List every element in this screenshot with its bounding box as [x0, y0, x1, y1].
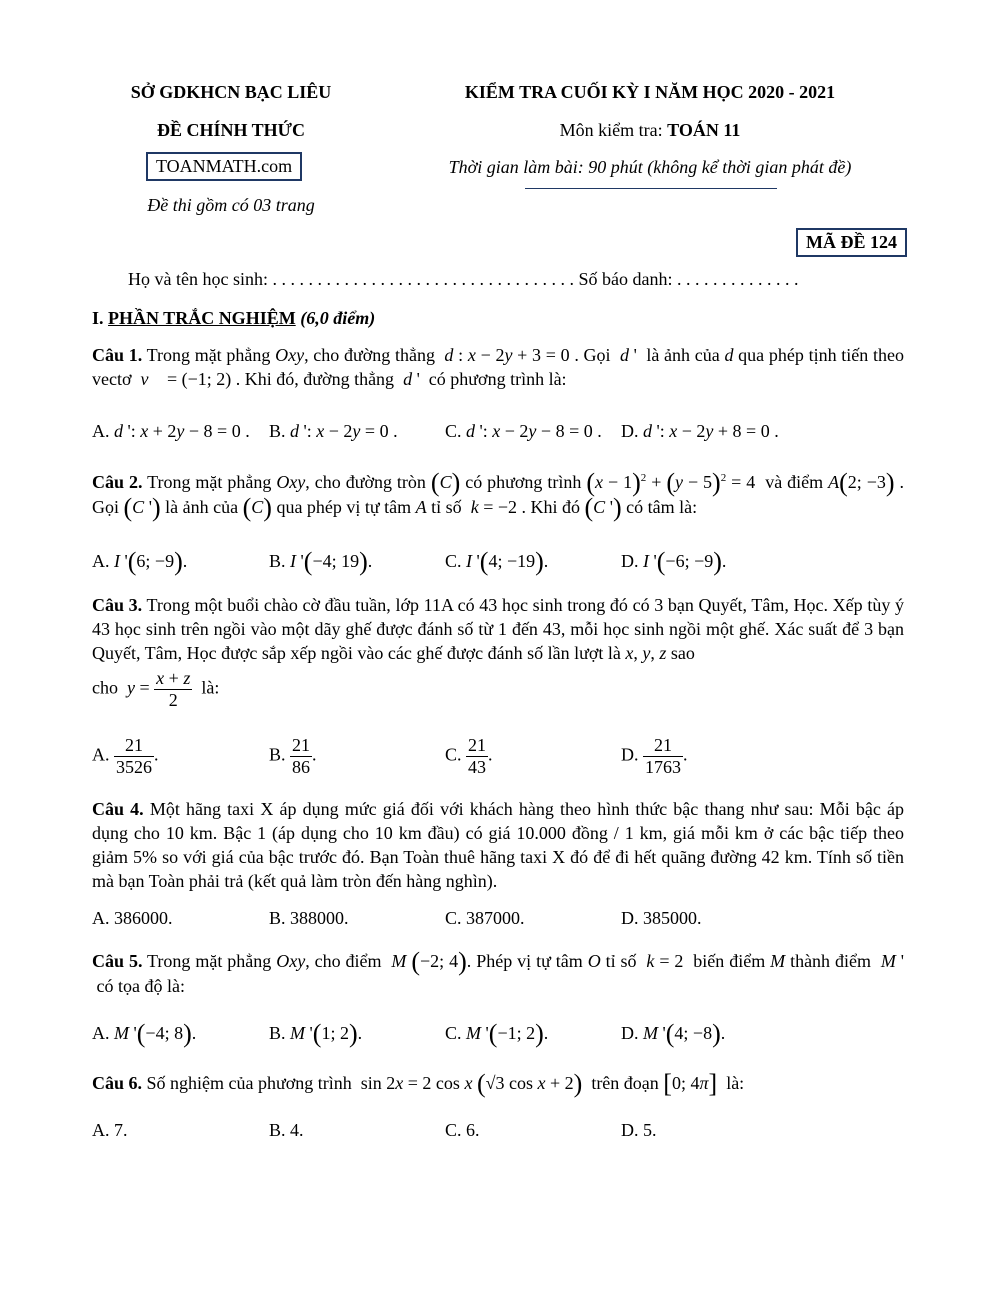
question-5-option-d: D. M '(4; −8). — [621, 1019, 726, 1048]
subject-name: TOÁN 11 — [667, 120, 741, 140]
question-5-body: Trong mặt phẳng Oxy, cho điểm M (−2; 4). Phép vị tự tâm O tỉ số k = 2 biến điểm M thành điểm M ' có tọa độ là: — [92, 947, 905, 996]
question-1-option-b: B. d ': x − 2y = 0 . — [269, 421, 398, 441]
header-divider — [525, 188, 777, 189]
question-3-option-c: C. $\frac{21}{43}$ . — [445, 735, 493, 777]
subject-prefix: Môn kiểm tra: — [559, 120, 668, 140]
question-6-body: Số nghiệm của phương trình sin 2x = 2 cos x (√3 cos x + 2) trên đoạn [0; 4π] là: — [142, 1069, 745, 1098]
question-6-label: Câu 6. — [92, 1073, 143, 1093]
question-1-text — [92, 343, 904, 391]
question-5-label: Câu 5. — [92, 951, 143, 971]
subject-line — [400, 120, 900, 141]
pages-note: Đề thi gồm có 03 trang — [147, 195, 315, 215]
question-3-option-b: B. $\frac{21}{86}$ . — [269, 735, 317, 777]
question-4-option-a: A. 386000. — [92, 908, 173, 928]
question-3-label: Câu 3. — [92, 595, 143, 615]
question-2-body: Trong mặt phẳng Oxy, cho đường tròn (C) có phương trình $(x - 1)^2 + (y - 5)^2 = 4$ và điểm A(2; −3) . Gọi (C ') là ảnh của (C) qua phép vị tự tâm A tỉ số k = −2 . Khi đó (C ') có tâm là: — [92, 468, 905, 522]
question-1-option-a: A. d ': x + 2y − 8 = 0 . — [92, 421, 250, 441]
site-box: TOANMATH.com — [146, 152, 302, 181]
question-4-option-c: C. 387000. — [445, 908, 525, 928]
question-4-label: Câu 4. — [92, 799, 144, 819]
question-2-option-a: A. I '(6; −9). — [92, 547, 188, 576]
question-5-option-a: A. M '(−4; 8). — [92, 1019, 197, 1048]
question-1-option-c: C. d ': x − 2y − 8 = 0 . — [445, 421, 602, 441]
question-1-body: Trong mặt phẳng Oxy, cho đường thẳng d : x − 2y + 3 = 0 . Gọi d ' là ảnh của d qua phép tịnh tiến theo vectơ v⃗ = (−1; 2) . Khi đó, đường thẳng d ' có phương trình là: — [92, 345, 905, 389]
question-5-option-b: B. M '(1; 2). — [269, 1019, 363, 1048]
official-label: ĐỀ CHÍNH THỨC — [156, 120, 306, 140]
exam-code: MÃ ĐỀ 124 — [796, 228, 907, 257]
question-1-option-d: D. d ': x − 2y + 8 = 0 . — [621, 421, 779, 441]
section-title: PHẦN TRẮC NGHIỆM — [108, 308, 296, 328]
question-2-option-b: B. I '(−4; 19). — [269, 547, 373, 576]
question-4-option-b: B. 388000. — [269, 908, 349, 928]
section-points: (6,0 điểm) — [295, 308, 376, 328]
question-2-label: Câu 2. — [92, 472, 143, 492]
question-1-label: Câu 1. — [92, 345, 143, 365]
question-6-option-c: C. 6. — [445, 1120, 480, 1140]
section-prefix: I. — [92, 308, 109, 328]
question-4-body: Một hãng taxi X áp dụng mức giá đối với khách hàng theo hình thức bậc thang như sau: Mỗi bậc áp dụng cho 10 km. Bậc 1 (áp dụng cho 10 km đầu) có giá 10.000 đồng / 1 km, giá mỗi km ở các bậc tiếp theo giảm 5% so với giá của bậc trước đó. Bạn Toàn thuê hãng taxi X đó để đi hết quãng đường 42 km. Tính số tiền mà bạn Toàn phải trả (kết quả làm tròn đến hàng nghìn). — [92, 799, 904, 891]
question-5-text — [92, 949, 904, 998]
question-3-option-a: A. $\frac{21}{3526}$ . — [92, 735, 159, 777]
question-2-option-d: D. I '(−6; −9). — [621, 547, 727, 576]
student-info-line: Họ và tên học sinh: . . . . . . . . . . . . . . . . . . . . . . . . . . . . . . . . . . Số báo danh: . . . . . . . . . . . . . . — [128, 269, 799, 289]
section-heading — [92, 308, 375, 329]
question-4-option-d: D. 385000. — [621, 908, 702, 928]
time-note: Thời gian làm bài: 90 phút (không kể thời gian phát đề) — [448, 157, 852, 177]
question-3-continuation: cho y = $\frac{x + z}{2}$ là: — [92, 668, 220, 710]
question-4-text — [92, 797, 904, 893]
question-6-text — [92, 1071, 904, 1096]
question-5-option-c: C. M '(−1; 2). — [445, 1019, 549, 1048]
question-3-body: Trong một buổi chào cờ đầu tuần, lớp 11A có 43 học sinh trong đó có 3 bạn Quyết, Tâm, Học. Xếp tùy ý 43 học sinh trên ngồi vào một dãy ghế được đánh số từ 1 đến 43, mỗi học sinh ngồi một ghế. Xác suất để 3 bạn Quyết, Tâm, Học được sắp xếp ngồi vào các ghế được đánh số lần lượt là x, y, z sao — [92, 595, 904, 663]
question-3-text — [92, 593, 904, 665]
question-2-option-c: C. I '(4; −19). — [445, 547, 549, 576]
question-3-option-d: D. $\frac{21}{1763}$ . — [621, 735, 688, 777]
question-2-text — [92, 466, 904, 520]
department-name: SỞ GDKHCN BẠC LIÊU — [130, 82, 332, 102]
exam-title: KIỂM TRA CUỐI KỲ I NĂM HỌC 2020 - 2021 — [464, 82, 836, 102]
question-6-option-b: B. 4. — [269, 1120, 304, 1140]
question-6-option-a: A. 7. — [92, 1120, 128, 1140]
question-6-option-d: D. 5. — [621, 1120, 657, 1140]
